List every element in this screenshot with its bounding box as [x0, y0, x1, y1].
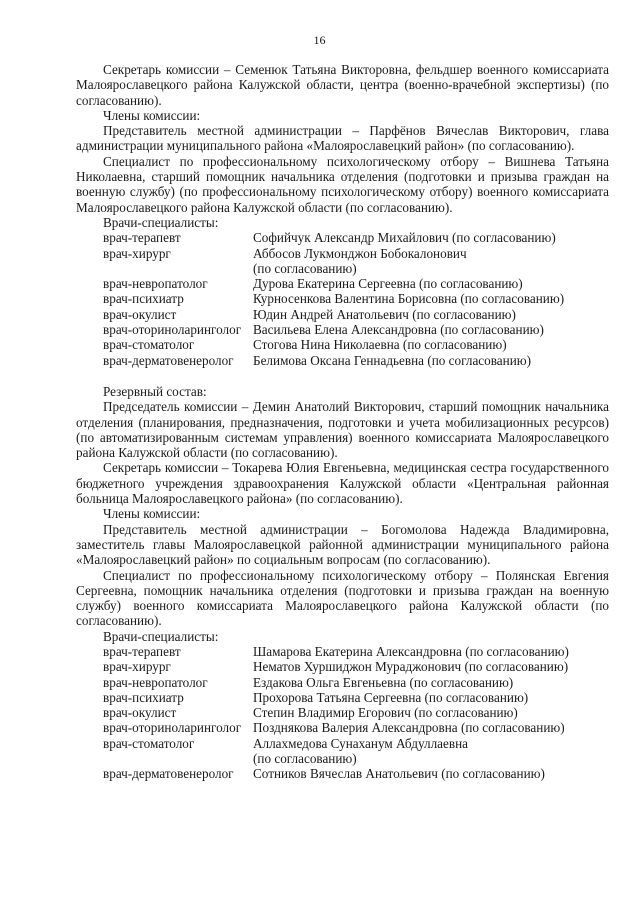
doctor-role: врач-оториноларинголог	[103, 720, 242, 736]
doctor-name: Шамарова Екатерина Александровна (по согласованию)	[253, 643, 569, 659]
doctor-role: врач-оториноларинголог	[103, 322, 242, 338]
doctor-name: Курносенкова Валентина Борисовна (по согласованию)	[253, 291, 565, 307]
doctor-name	[253, 246, 609, 277]
doctor-name: Васильева Елена Александровна (по согласованию)	[253, 322, 544, 338]
doctor-role: врач-терапевт	[103, 230, 181, 246]
doctor-role: врач-невропатолог	[103, 276, 208, 292]
doctor-row	[76, 276, 609, 291]
reserve-doctors-list	[76, 644, 609, 782]
reserve-secretary-paragraph: Секретарь комиссии – Токарева Юлия Евгеньевна, медицинская сестра государственного бюджетного учреждения здравоохранения Калужской области «Центральная районная больница Малоярославецкого района» (по согласованию).	[76, 460, 609, 507]
members-heading: Члены комиссии:	[103, 107, 201, 123]
page-number: 16	[313, 33, 326, 47]
doctor-row	[76, 322, 609, 337]
doctor-name: Софийчук Александр Михайлович (по согласованию)	[253, 230, 556, 246]
doctor-role: врач-невропатолог	[103, 674, 208, 690]
doctor-name: Позднякова Валерия Александровна (по согласованию)	[253, 720, 565, 736]
doctor-role: врач-хирург	[103, 245, 171, 261]
doctor-row	[76, 705, 609, 720]
doctor-name: Белимова Оксана Геннадьевна (по согласованию)	[253, 352, 532, 368]
doctor-name: Юдин Андрей Анатольевич (по согласованию)	[253, 306, 516, 322]
doctor-role: врач-дерматовенеролог	[103, 352, 234, 368]
local-admin-paragraph: Представитель местной администрации – Парфёнов Вячеслав Викторович, глава администрации муниципального района «Малоярославецкий район» (по согласованию).	[76, 123, 609, 154]
doctor-role: врач-хирург	[103, 659, 171, 675]
doctor-name: Стогова Нина Николаевна (по согласованию)	[253, 337, 507, 353]
doctor-name	[253, 736, 609, 767]
psych-paragraph: Специалист по профессиональному психологическому отбору – Вишнева Татьяна Николаевна, старший помощник начальника отделения (подготовки и призыва граждан на военную службу) (по профессиональному психологическому отбору) военного комиссариата Малоярославецкого района Калужской области (по согласованию).	[76, 153, 609, 215]
secretary-paragraph: Секретарь комиссии – Семенюк Татьяна Викторовна, фельдшер военного комиссариата Малоярославецкого района Калужской области, центра (военно-врачебной экспертизы) (по согласованию).	[76, 62, 609, 108]
doctor-role: врач-стоматолог	[103, 735, 195, 751]
doctor-role: врач-стоматолог	[103, 337, 195, 353]
doctor-row	[76, 337, 609, 352]
doctor-row	[76, 307, 609, 322]
doctor-row	[76, 644, 609, 659]
doctor-name: Сотников Вячеслав Анатольевич (по согласованию)	[253, 766, 545, 782]
doctor-row	[76, 766, 609, 781]
reserve-doctors-heading: Врачи-специалисты:	[103, 628, 219, 644]
reserve-local-admin-paragraph: Представитель местной администрации – Богомолова Надежда Владимировна, заместитель главы Малоярославецкой районной администрации муниципального района «Малоярославецкий район» по социальным вопросам (по согласованию).	[76, 521, 609, 568]
doctor-role: врач-психиатр	[103, 291, 184, 307]
doctor-name: Прохорова Татьяна Сергеевна (по согласованию)	[253, 689, 529, 705]
doctor-name: Дурова Екатерина Сергеевна (по согласованию)	[253, 276, 523, 292]
doctor-role: врач-окулист	[103, 306, 177, 322]
doctor-row	[76, 659, 609, 674]
doctor-name-line: Аббосов Лукмонджон Бобокалонович	[253, 245, 467, 261]
doctor-row	[76, 230, 609, 245]
doctor-name: Нематов Хуршиджон Мураджонович (по согласованию)	[253, 659, 569, 675]
doctor-role: врач-дерматовенеролог	[103, 766, 234, 782]
doctor-row	[76, 675, 609, 690]
document-body	[76, 62, 609, 782]
doctor-row	[76, 690, 609, 705]
doctors-list	[76, 230, 609, 368]
doctor-row	[76, 291, 609, 306]
doctor-role: врач-терапевт	[103, 643, 181, 659]
doctor-row	[76, 736, 609, 767]
doctors-heading: Врачи-специалисты:	[103, 214, 219, 230]
doctor-name-line: Аллахмедова Сунаханум Абдуллаевна	[253, 735, 468, 751]
reserve-heading: Резервный состав:	[103, 383, 207, 399]
reserve-members-heading: Члены комиссии:	[103, 506, 201, 522]
section-gap	[76, 368, 609, 384]
doctor-row	[76, 353, 609, 368]
doctor-role: врач-окулист	[103, 705, 177, 721]
reserve-psych-paragraph: Специалист по профессиональному психологическому отбору – Полянская Евгения Сергеевна, помощник начальника отделения (подготовки и призыва граждан на военную службу) военного комиссариата Малоярославецкого района Калужской области (по согласованию).	[76, 567, 609, 629]
doctor-row	[76, 720, 609, 735]
doctor-name-line: (по согласованию)	[253, 260, 357, 276]
doctor-name-line: (по согласованию)	[253, 751, 357, 767]
doctor-role: врач-психиатр	[103, 689, 184, 705]
doctor-name: Степин Владимир Егорович (по согласованию)	[253, 705, 518, 721]
reserve-chairman-paragraph: Председатель комиссии – Демин Анатолий Викторович, старший помощник начальника отделения (планирования, предназначения, подготовки и учета мобилизационных ресурсов) (по автоматизированным системам управления) военного комиссариата Малоярославецкого района Калужской области (по согласованию).	[76, 399, 609, 461]
doctor-row	[76, 246, 609, 277]
doctor-name: Ездакова Ольга Евгеньевна (по согласованию)	[253, 674, 514, 690]
